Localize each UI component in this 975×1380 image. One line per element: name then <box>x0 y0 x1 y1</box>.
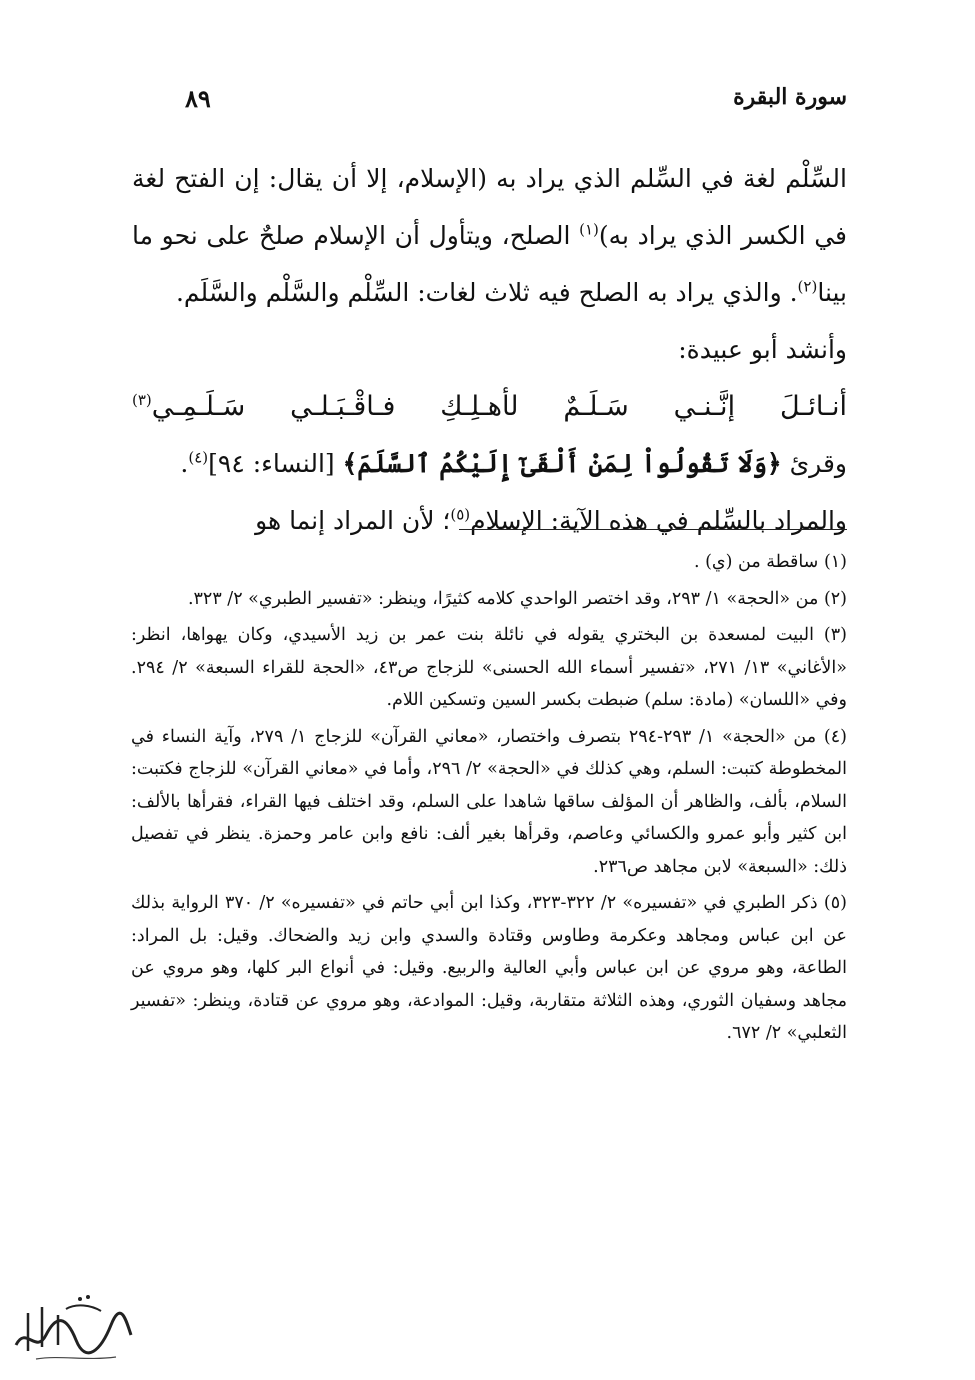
footnote-text: ساقطة من (ي) . <box>693 552 819 572</box>
footnotes <box>131 546 847 1054</box>
footnote-text: من «الحجة» ١/ ٢٩٣، وقد اختصر الواحدي كلامه كثيرًا، وينظر: «تفسير الطبري» ٢/ ٣٢٣. <box>187 588 819 609</box>
paragraph-4 <box>132 492 847 549</box>
footnote-2 <box>131 583 847 616</box>
footnote-3 <box>131 619 847 717</box>
page-number: ٨٩ <box>185 84 211 113</box>
paragraph-1-text-b: الصلح، ويتأول أن الإسلام صلحٌ على نحو ما بينا <box>132 221 847 307</box>
paragraph-4-text: والمراد بالسِّلم في هذه الآية: الإسلام <box>470 506 847 535</box>
footnote-ref-5[interactable]: (٥) <box>450 505 471 524</box>
footnote-text: من «الحجة» ١/ ٢٩٣-٢٩٤ بتصرف واختصار، «معاني القرآن» للزجاج ١/ ٢٧٩، وآية النساء في المخطوطة كتبت: السلم، وهي كذلك في «الحجة» ٢/ ٢٩٦، وأما في «معاني القرآن» للزجاج فكتبت: السلام، بألف، والظاهر أن المؤلف ساقها شاهدا على السلم، وقد اختلف فيها القراء، فقرأها بالألف: ابن كثير وأبو عمرو والكسائي وعاصم، وقرأها بغير ألف: نافع وابن عامر وحمزة. ينظر في تفصيل ذلك: «السبعة» لابن مجاهد ص٢٣٦. <box>131 726 847 877</box>
footnote-text: ذكر الطبري في «تفسيره» ٢/ ٣٢٢-٣٢٣، وكذا ابن أبي حاتم في «تفسيره» ٢/ ٣٧٠ الرواية بذلك عن ابن عباس ومجاهد وعكرمة وطاوس وقتادة والسدي وابن زيد والضحاك. وقيل: بل المراد: الطاعة، وهو مروي عن ابن عباس وأبي العالية والربيع. وقيل: في أنواع البر كلها، وهو مروي عن مجاهد وسفيان الثوري، وهذه الثلاثة متقاربة، وقيل: الموادعة، وهو مروي عن قتادة، وينظر: «تفسير الثعلبي» ٢/ ٦٧٢. <box>131 893 847 1043</box>
poetry-verse <box>132 378 847 435</box>
quran-citation: ﴿وَلَا تَقُولُواْ لِمَنْ أَلْقَىٰٓ إِلَيْكُمُ ٱلسَّلَمَ﴾ <box>342 449 782 478</box>
footnote-4 <box>131 721 847 884</box>
verse-text: أنـائـلَ إنَّـنـي سَـلَـمٌ لأهـلِـكِ فـاقْـبَـلـي سَـلَـمِـي <box>151 391 847 422</box>
page-header <box>185 84 847 120</box>
footnote-separator <box>459 529 847 530</box>
publisher-logo <box>6 1285 138 1367</box>
paragraph-1 <box>132 150 847 321</box>
paragraph-1-text-c: . والذي يراد به الصلح فيه ثلاث لغات: السِّلْم والسَّلْم والسَّلَم. <box>175 278 798 307</box>
footnote-ref-2[interactable]: (٢) <box>797 277 818 296</box>
footnote-1 <box>131 546 847 579</box>
paragraph-2: وأنشد أبو عبيدة: <box>678 335 847 364</box>
footnote-number: (١) <box>823 552 847 572</box>
footnote-number: (٥) <box>823 893 847 913</box>
footnote-ref-3[interactable]: (٣) <box>132 391 152 409</box>
footnote-number: (٤) <box>823 726 847 747</box>
paragraph-3-end: . <box>180 449 189 478</box>
paragraph-1-text: السِّلْم لغة في السِّلم الذي يراد به (الإسلام، إلا أن يقال: إن الفتح لغة في الكسر الذي يراد به) <box>132 164 847 250</box>
paragraph-3-text: وقرئ <box>781 449 847 478</box>
paragraph-3 <box>132 435 847 492</box>
main-text <box>132 150 847 549</box>
footnote-ref-1[interactable]: (١) <box>579 220 599 239</box>
footnote-ref-4[interactable]: (٤) <box>188 448 209 467</box>
footnote-5 <box>131 887 847 1050</box>
footnote-number: (٢) <box>823 588 847 609</box>
surah-reference: [النساء: ٩٤] <box>208 449 343 478</box>
footnote-text: البيت لمسعدة بن البختري يقوله في نائلة بنت عمر بن زيد الأسيدي، وكان يهواها، انظر: «الأغاني» ١٣/ ٢٧١، «تفسير أسماء الله الحسنى» للزجاج ص٤٣، «الحجة للقراء السبعة» ٢/ ٢٩٤. وفي «اللسان» (مادة: سلم) ضبطت بكسر السين وتسكين اللام. <box>131 625 847 710</box>
paragraph-4-text-b: ؛ لأن المراد إنما هو <box>255 506 451 535</box>
surah-title: سورة البقرة <box>733 84 847 110</box>
footnote-number: (٣) <box>823 625 847 645</box>
